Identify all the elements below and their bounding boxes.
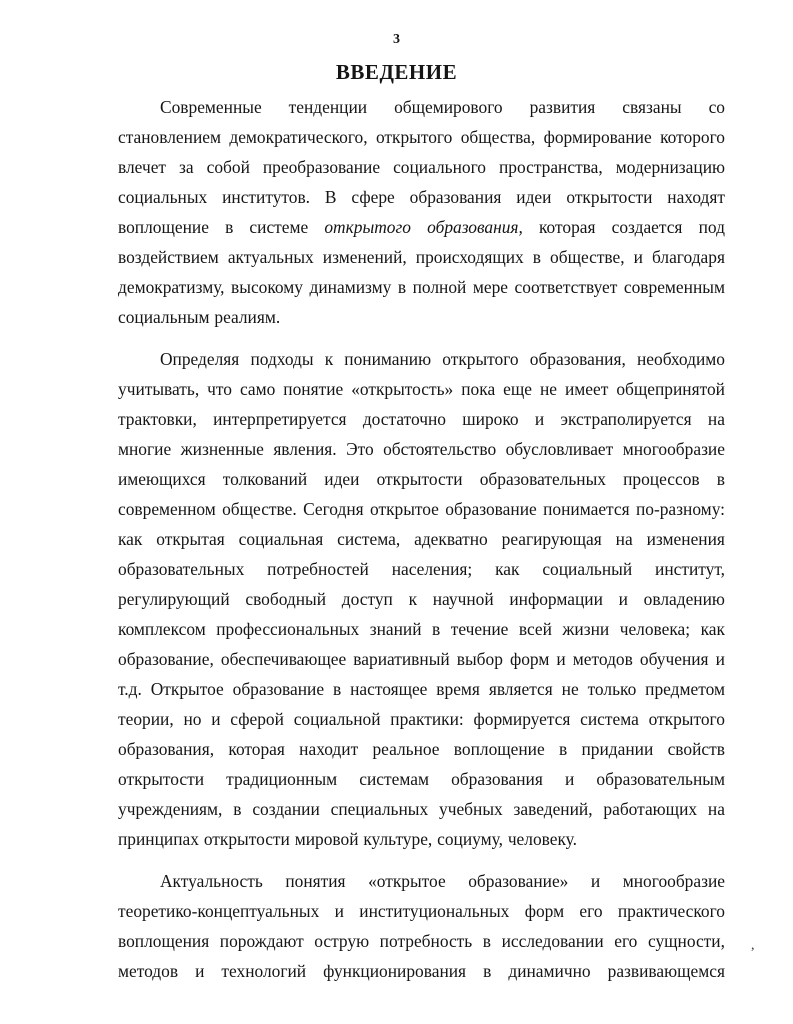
word: имеет <box>565 379 609 399</box>
text-line <box>118 182 725 212</box>
word: в <box>482 931 492 951</box>
text-line <box>118 866 725 896</box>
word: потребность <box>379 931 473 951</box>
word: воплощение <box>453 739 545 759</box>
word: реалиям. <box>214 307 281 327</box>
word: в <box>332 679 342 699</box>
word: формирование <box>543 127 652 147</box>
word: открытости <box>203 829 290 849</box>
word: идеи <box>324 469 360 489</box>
text-line <box>118 926 725 956</box>
text-line <box>118 794 725 824</box>
word: жизни <box>562 619 610 639</box>
word: многообразие <box>622 439 725 459</box>
word: жизненные <box>180 439 264 459</box>
word: происходящих <box>415 247 524 267</box>
word: практики: <box>390 709 464 729</box>
word: система, <box>337 529 401 549</box>
word: общемирового <box>394 97 503 117</box>
text-line <box>118 272 725 302</box>
word: предметом <box>645 679 725 699</box>
word: и <box>715 649 725 669</box>
word: учреждениям, <box>118 799 223 819</box>
word: общества, <box>460 127 536 147</box>
text-line <box>118 302 725 332</box>
word: связаны <box>622 97 682 117</box>
word: идеи <box>516 187 552 207</box>
word: реальное <box>372 739 440 759</box>
word: сфере <box>351 187 395 207</box>
text-line <box>118 374 725 404</box>
word: комплексом <box>118 619 206 639</box>
word: и <box>334 901 344 921</box>
word: которого <box>660 127 725 147</box>
word: достаточно <box>362 409 446 429</box>
word: которая <box>538 217 596 237</box>
word: является <box>488 679 553 699</box>
text-line <box>118 524 725 554</box>
word: знаний <box>369 619 422 639</box>
word: в <box>532 247 541 267</box>
word: и <box>590 871 601 891</box>
word: актуальных <box>227 247 314 267</box>
page-title: ВВЕДЕНИЕ <box>335 60 458 84</box>
word: мировой <box>294 829 359 849</box>
word: и <box>534 409 545 429</box>
word: обучения <box>639 649 709 669</box>
word: под <box>698 217 725 237</box>
text-line <box>118 434 725 464</box>
word: институт, <box>655 559 725 579</box>
word: общепринятой <box>616 379 725 399</box>
word: время <box>436 679 480 699</box>
paragraph <box>118 866 725 986</box>
text-line <box>118 242 725 272</box>
word: но <box>183 709 202 729</box>
word: свойств <box>667 739 725 759</box>
word: всей <box>518 619 552 639</box>
word: образование <box>232 679 325 699</box>
word: изменения <box>646 529 725 549</box>
word: учебных <box>439 799 503 819</box>
word: системам <box>359 769 429 789</box>
text-line <box>118 614 725 644</box>
word: имеющихся <box>118 469 206 489</box>
word: как <box>118 529 143 549</box>
word: потребностей <box>267 559 369 579</box>
word: изменений, <box>322 247 407 267</box>
word: что <box>207 379 232 399</box>
text-line <box>118 956 725 986</box>
text-line <box>118 824 725 854</box>
word: образования <box>451 769 543 789</box>
word: находит <box>299 739 359 759</box>
word: многообразие <box>622 871 725 891</box>
word: за <box>179 157 194 177</box>
word: заведений, <box>513 799 593 819</box>
paragraph <box>118 92 725 332</box>
word: динамизму <box>309 277 392 297</box>
word: еще <box>503 379 532 399</box>
word: образования, <box>427 217 523 237</box>
word: благодаря <box>652 247 725 267</box>
word: обеспечивающее <box>220 649 347 669</box>
word: традиционным <box>226 769 338 789</box>
word: социуму, <box>437 829 503 849</box>
word: и <box>618 589 628 609</box>
word: системе <box>249 217 309 237</box>
word: вариативный <box>353 649 450 669</box>
word: открытого <box>324 217 411 237</box>
word: сущности, <box>647 931 725 951</box>
word: работающих <box>603 799 698 819</box>
word: выбор <box>456 649 503 669</box>
word: методов <box>118 961 179 981</box>
word: и <box>633 247 643 267</box>
word: человека; <box>619 619 691 639</box>
word: на <box>707 409 725 429</box>
word: образования, <box>529 349 626 369</box>
word: полной <box>412 277 467 297</box>
word: пониманию <box>344 349 432 369</box>
word: и <box>211 709 221 729</box>
word: пространства, <box>498 157 603 177</box>
word: преобразование <box>262 157 381 177</box>
word: высокому <box>231 277 303 297</box>
word: понятия <box>285 871 346 891</box>
word: формируется <box>473 709 571 729</box>
text-line <box>118 674 725 704</box>
word: научной <box>432 589 494 609</box>
word: в <box>225 217 234 237</box>
word: на <box>707 799 725 819</box>
word: развивающемся <box>607 961 725 981</box>
word: адекватно <box>414 529 488 549</box>
word: по-разному: <box>635 499 725 519</box>
word: не <box>539 379 558 399</box>
word: социальной <box>293 709 381 729</box>
word: его <box>614 931 638 951</box>
word: экстраполируется <box>560 409 692 429</box>
word: необходимо <box>636 349 725 369</box>
document-body <box>118 92 725 986</box>
word: обусловливает <box>505 439 614 459</box>
word: образование, <box>118 649 214 669</box>
word: понимается <box>543 499 630 519</box>
text-line <box>118 404 725 434</box>
word: как <box>495 559 520 579</box>
word: в <box>432 619 441 639</box>
word: модернизацию <box>615 157 725 177</box>
word: в <box>483 961 492 981</box>
word: влечет <box>118 157 167 177</box>
word: институциональных <box>359 901 510 921</box>
word: обстоятельство <box>383 439 497 459</box>
text-line <box>118 896 725 926</box>
word: в <box>716 469 725 489</box>
text-line <box>118 704 725 734</box>
word: населения; <box>391 559 473 579</box>
word: многие <box>118 439 172 459</box>
word: открытого <box>648 709 725 729</box>
word: толкований <box>222 469 308 489</box>
word: порождают <box>219 931 304 951</box>
word: «открытое <box>368 871 446 891</box>
word: демократического, <box>229 127 368 147</box>
word: принципах <box>118 829 199 849</box>
text-line <box>118 122 725 152</box>
word: человеку. <box>507 829 577 849</box>
word: открытого <box>442 349 519 369</box>
word: образования <box>409 187 502 207</box>
word: форм <box>509 649 550 669</box>
word: современным <box>623 277 725 297</box>
word: профессиональных <box>216 619 360 639</box>
word: придании <box>581 739 654 759</box>
word: процессов <box>623 469 700 489</box>
word: в <box>233 799 242 819</box>
word: современном <box>118 499 216 519</box>
word: теории, <box>118 709 174 729</box>
text-line <box>118 92 725 122</box>
word: явления. <box>273 439 337 459</box>
word: специальных <box>330 799 429 819</box>
word: исследовании <box>501 931 604 951</box>
word: настоящее <box>350 679 428 699</box>
word: открытого <box>375 127 453 147</box>
word: социальная <box>238 529 324 549</box>
word: Это <box>346 439 374 459</box>
word: пока <box>461 379 496 399</box>
word: и <box>564 769 575 789</box>
word: В <box>324 187 337 207</box>
word: система <box>580 709 639 729</box>
word: Актуальность <box>160 871 263 891</box>
word: само <box>239 379 276 399</box>
word: воздействием <box>118 247 219 267</box>
word: демократизму, <box>118 277 225 297</box>
word: овладению <box>643 589 725 609</box>
word: форм <box>524 901 565 921</box>
word: обществе, <box>550 247 625 267</box>
word: как <box>700 619 725 639</box>
word: методов <box>572 649 633 669</box>
word: течение <box>450 619 509 639</box>
word: со <box>708 97 725 117</box>
word: открытости <box>376 469 463 489</box>
text-line <box>118 464 725 494</box>
word: к <box>408 589 418 609</box>
word: образования, <box>118 739 215 759</box>
word: доступ <box>341 589 393 609</box>
text-line <box>118 734 725 764</box>
word: воплощение <box>118 217 209 237</box>
word: образование <box>445 499 537 519</box>
word: «открытость» <box>351 379 454 399</box>
word: собой <box>206 157 250 177</box>
word: обществе. <box>222 499 297 519</box>
word: практического <box>617 901 725 921</box>
word: трактовки, <box>118 409 197 429</box>
word: образовательным <box>596 769 725 789</box>
word: функционирования <box>323 961 467 981</box>
text-line <box>118 554 725 584</box>
page-number: 3 <box>393 32 400 47</box>
word: информации <box>509 589 603 609</box>
word: образование» <box>468 871 569 891</box>
word: понятие <box>283 379 344 399</box>
word: становлением <box>118 127 221 147</box>
word: институтов. <box>222 187 311 207</box>
paragraph <box>118 344 725 854</box>
text-line <box>118 494 725 524</box>
word: создании <box>252 799 320 819</box>
word: реагирующая <box>501 529 602 549</box>
word: создается <box>611 217 683 237</box>
text-line <box>118 584 725 614</box>
word: открытости <box>566 187 653 207</box>
word: острую <box>314 931 370 951</box>
word: на <box>615 529 633 549</box>
word: социальный <box>542 559 633 579</box>
word: социального <box>393 157 486 177</box>
word: т.д. <box>118 679 142 699</box>
word: соответствует <box>514 277 618 297</box>
word: Открытое <box>150 679 224 699</box>
word: широко <box>462 409 519 429</box>
word: образовательных <box>118 559 245 579</box>
word: образовательных <box>479 469 606 489</box>
word: находят <box>667 187 725 207</box>
word: культуре, <box>363 829 433 849</box>
word: регулирующий <box>118 589 230 609</box>
word: мере <box>472 277 509 297</box>
word: динамично <box>508 961 591 981</box>
text-line <box>118 212 725 242</box>
word: к <box>324 349 334 369</box>
word: и <box>195 961 205 981</box>
word: Определяя <box>160 349 240 369</box>
word: социальным <box>118 307 210 327</box>
word: социальных <box>118 187 208 207</box>
word: только <box>587 679 637 699</box>
word: не <box>561 679 579 699</box>
word: воплощения <box>118 931 210 951</box>
word: теоретико-концептуальных <box>118 901 320 921</box>
word: развития <box>529 97 596 117</box>
text-line <box>118 764 725 794</box>
word: интерпретируется <box>213 409 347 429</box>
word: открытая <box>156 529 225 549</box>
word: Сегодня <box>303 499 364 519</box>
word: учитывать, <box>118 379 200 399</box>
word: Современные <box>160 97 262 117</box>
word: подходы <box>250 349 314 369</box>
word: свободный <box>245 589 327 609</box>
word: открытости <box>118 769 205 789</box>
word: сферой <box>230 709 284 729</box>
word: в <box>397 277 407 297</box>
word: открытое <box>370 499 439 519</box>
text-line <box>118 152 725 182</box>
word: тенденции <box>288 97 368 117</box>
text-line <box>118 644 725 674</box>
word: его <box>579 901 603 921</box>
word: в <box>559 739 568 759</box>
text-line <box>118 344 725 374</box>
word: и <box>556 649 566 669</box>
word: которая <box>228 739 285 759</box>
word: технологий <box>221 961 307 981</box>
scan-mark: , <box>751 938 755 953</box>
